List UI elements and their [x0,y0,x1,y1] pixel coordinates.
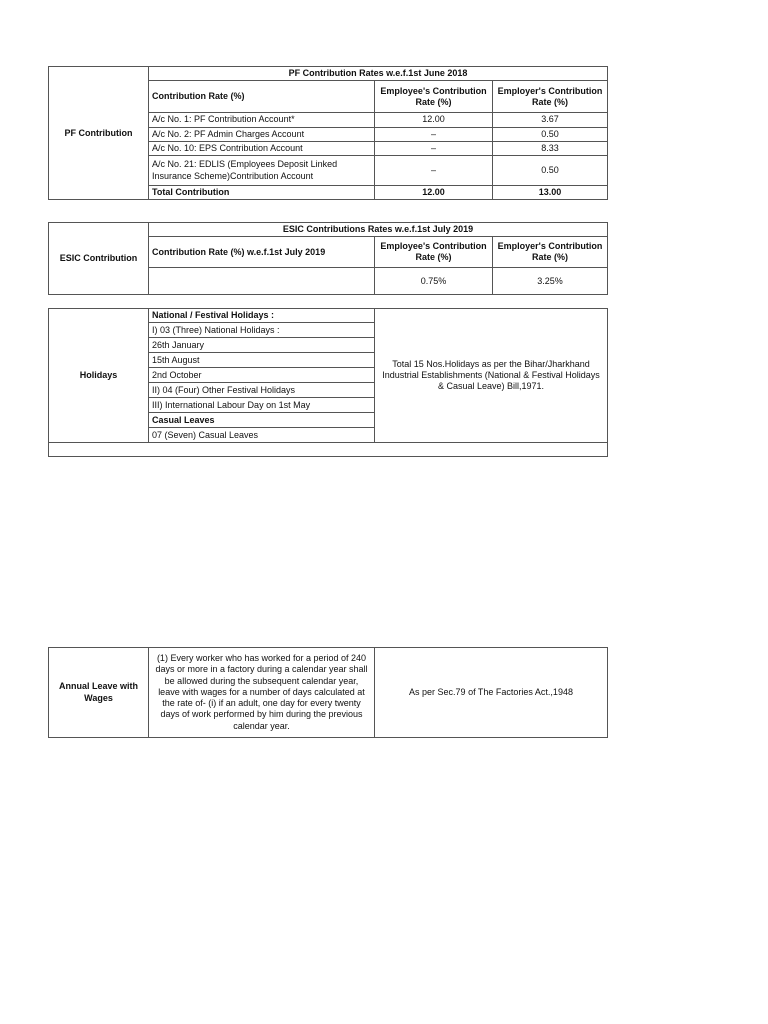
pf-col-employer-header: Employer's Contribution Rate (%) [493,81,608,113]
annual-leave-section-label: Annual Leave with Wages [49,648,149,738]
pf-col-employee-header: Employee's Contribution Rate (%) [375,81,493,113]
list-item [49,309,608,323]
esic-col-employee-header: Employee's Contribution Rate (%) [375,237,493,268]
annual-leave-reference: As per Sec.79 of The Factories Act.,1948 [375,648,608,738]
holiday-item: 07 (Seven) Casual Leaves [149,428,375,443]
holidays-section-label: Holidays [49,309,149,443]
holiday-item: 26th January [149,338,375,353]
pf-row-employee: – [375,141,493,155]
pf-row-label: A/c No. 2: PF Admin Charges Account [149,127,375,141]
pf-row-employer: 3.67 [493,113,608,127]
empty-row [49,443,608,457]
pf-table-title: PF Contribution Rates w.e.f.1st June 2018 [149,67,608,81]
annual-leave-description: (1) Every worker who has worked for a period of 240 days or more in a factory during a calendar year shall be allowed during the subsequent calendar year, leave with wages for a number of days calculated at the rate of- (i) if an adult, one day for every twenty days of work performed by him during the previous calendar year. [149,648,375,738]
holidays-table [48,308,608,457]
holidays-empty-footer-cell [49,443,608,457]
holiday-item: III) International Labour Day on 1st May [149,398,375,413]
esic-employer-value: 3.25% [493,268,608,295]
pf-row-employer: 0.50 [493,127,608,141]
pf-row-employee: 12.00 [375,113,493,127]
esic-table-title: ESIC Contributions Rates w.e.f.1st July 2019 [149,223,608,237]
pf-total-label: Total Contribution [149,186,375,200]
pf-section-label: PF Contribution [49,67,149,200]
esic-section-label: ESIC Contribution [49,223,149,295]
pf-total-employee: 12.00 [375,186,493,200]
esic-rate-empty-cell [149,268,375,295]
holiday-item: II) 04 (Four) Other Festival Holidays [149,383,375,398]
pf-row-label: A/c No. 21: EDLIS (Employees Deposit Linked Insurance Scheme)Contribution Account [149,156,375,186]
holiday-item: I) 03 (Three) National Holidays : [149,323,375,338]
pf-contribution-table [48,66,608,200]
pf-row-employer: 0.50 [493,156,608,186]
esic-contribution-table [48,222,608,295]
esic-col-employer-header: Employer's Contribution Rate (%) [493,237,608,268]
esic-col-rate-header: Contribution Rate (%) w.e.f.1st July 2019 [149,237,375,268]
pf-row-label: A/c No. 10: EPS Contribution Account [149,141,375,155]
holiday-item: Casual Leaves [149,413,375,428]
annual-leave-table [48,647,608,738]
holiday-item: National / Festival Holidays : [149,309,375,323]
holiday-item: 15th August [149,353,375,368]
pf-col-rate-header: Contribution Rate (%) [149,81,375,113]
esic-employee-value: 0.75% [375,268,493,295]
pf-row-employer: 8.33 [493,141,608,155]
holidays-note: Total 15 Nos.Holidays as per the Bihar/Jharkhand Industrial Establishments (National & Festival Holidays & Casual Leave) Bill,1971. [375,309,608,443]
pf-row-employee: – [375,127,493,141]
pf-row-label: A/c No. 1: PF Contribution Account* [149,113,375,127]
pf-total-employer: 13.00 [493,186,608,200]
pf-row-employee: – [375,156,493,186]
holiday-item: 2nd October [149,368,375,383]
